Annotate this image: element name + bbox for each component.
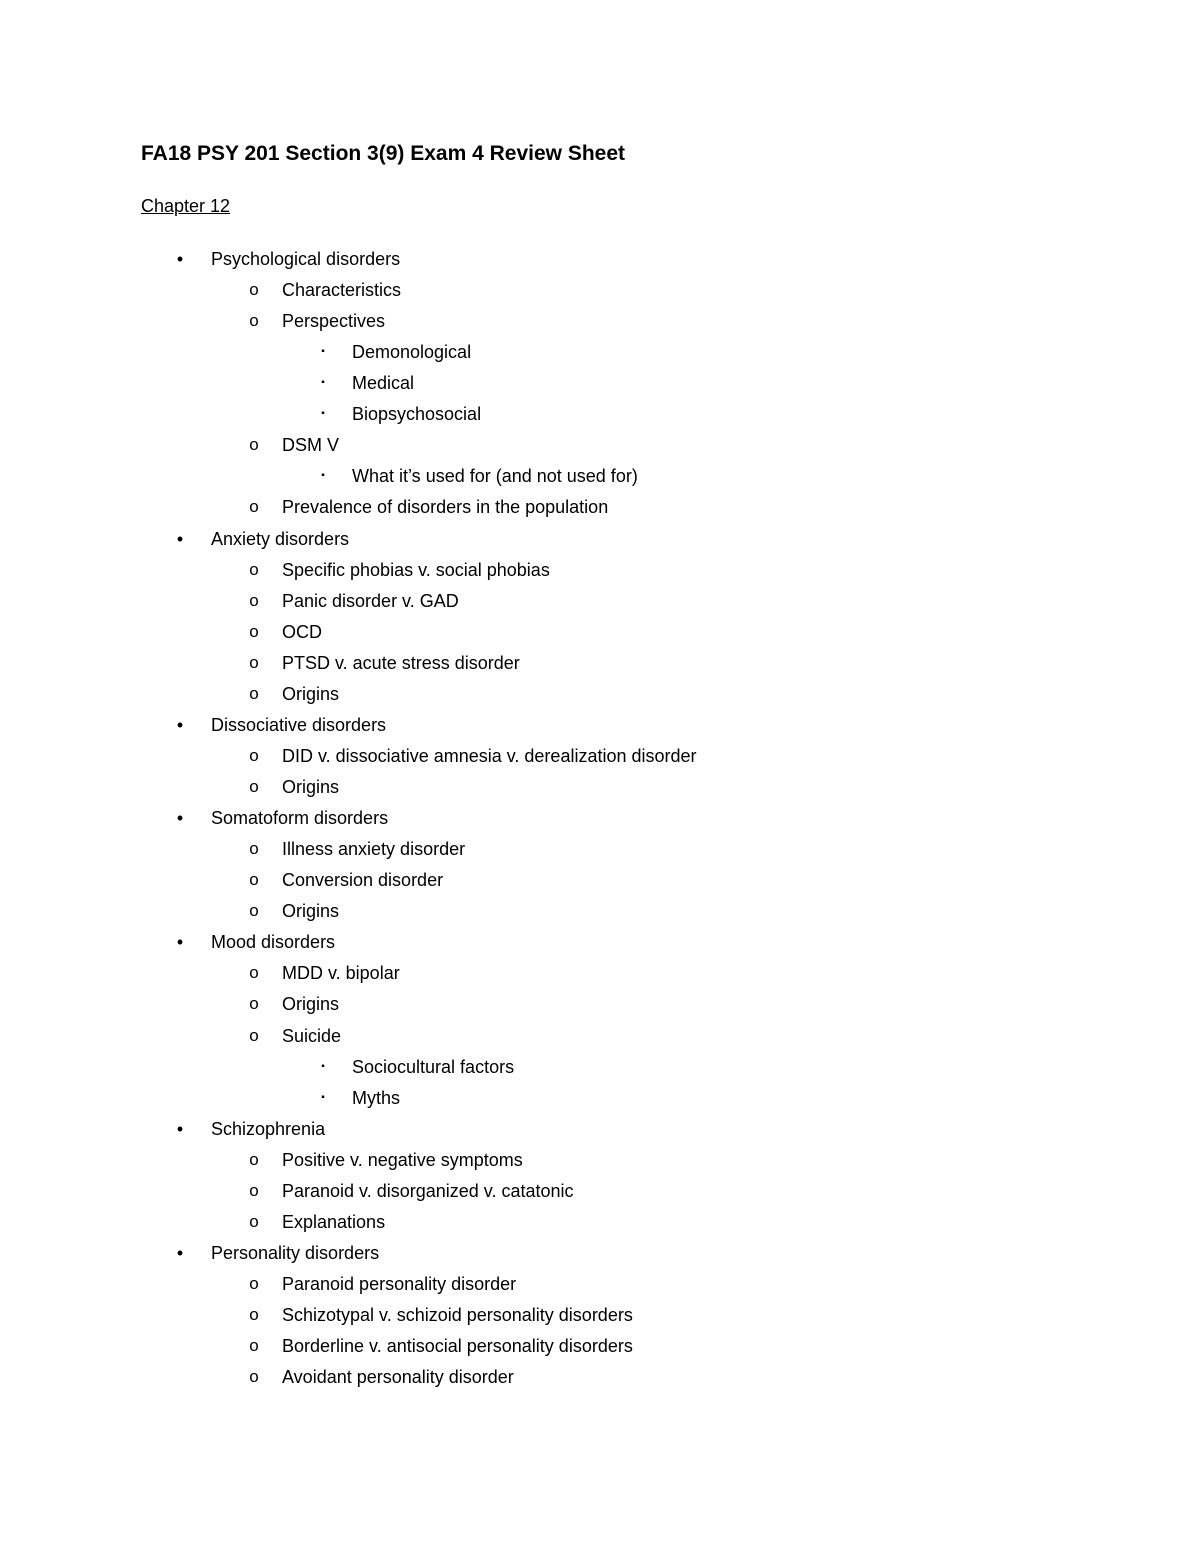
bullet-marker: ▪ bbox=[321, 1061, 325, 1072]
bullet-marker: o bbox=[249, 1367, 259, 1386]
outline-item-text: Medical bbox=[352, 373, 415, 393]
outline-item-text: Personality disorders bbox=[211, 1243, 380, 1263]
outline-item-text: Paranoid personality disorder bbox=[282, 1274, 517, 1294]
outline-item-text: Positive v. negative symptoms bbox=[282, 1150, 523, 1170]
outline-item-text: Suicide bbox=[282, 1026, 342, 1046]
outline-item-text: Origins bbox=[282, 777, 340, 797]
bullet-marker: • bbox=[176, 249, 184, 269]
outline-item-text: Explanations bbox=[282, 1212, 386, 1232]
outline-item-text: What it’s used for (and not used for) bbox=[352, 466, 638, 486]
outline-item-text: Borderline v. antisocial personality disorders bbox=[282, 1336, 633, 1356]
outline-item-text: Sociocultural factors bbox=[352, 1057, 515, 1077]
outline-item-text: Paranoid v. disorganized v. catatonic bbox=[282, 1181, 574, 1201]
bullet-marker: ▪ bbox=[321, 346, 325, 357]
bullet-marker: o bbox=[249, 839, 259, 858]
bullet-marker: o bbox=[249, 901, 259, 920]
outline-item-text: Demonological bbox=[352, 342, 472, 362]
outline-item-text: DID v. dissociative amnesia v. derealization disorder bbox=[282, 746, 697, 766]
bullet-marker: o bbox=[249, 311, 259, 330]
chapter-heading: Chapter 12 bbox=[141, 196, 231, 216]
outline-item-text: Specific phobias v. social phobias bbox=[282, 560, 550, 580]
outline-item-text: Perspectives bbox=[282, 311, 386, 331]
bullet-marker: o bbox=[249, 1150, 259, 1169]
bullet-marker: o bbox=[249, 1336, 259, 1355]
bullet-marker: • bbox=[176, 932, 184, 952]
bullet-marker: o bbox=[249, 280, 259, 299]
outline-item-text: OCD bbox=[282, 622, 322, 642]
bullet-marker: o bbox=[249, 1274, 259, 1293]
outline-item-text: Panic disorder v. GAD bbox=[282, 591, 459, 611]
bullet-marker: o bbox=[249, 591, 259, 610]
outline-item-text: Dissociative disorders bbox=[211, 715, 387, 735]
outline-item-text: Conversion disorder bbox=[282, 870, 444, 890]
bullet-marker: ▪ bbox=[321, 470, 325, 481]
bullet-marker: o bbox=[249, 746, 259, 765]
bullet-marker: o bbox=[249, 653, 259, 672]
bullet-marker: o bbox=[249, 1305, 259, 1324]
document-title: FA18 PSY 201 Section 3(9) Exam 4 Review Sheet bbox=[141, 142, 626, 165]
outline-item-text: Psychological disorders bbox=[211, 249, 401, 269]
outline-item-text: Schizotypal v. schizoid personality disorders bbox=[282, 1305, 633, 1325]
outline-item-text: Anxiety disorders bbox=[211, 529, 350, 549]
outline-item-text: Schizophrenia bbox=[211, 1119, 326, 1139]
outline-item-text: Origins bbox=[282, 901, 340, 921]
bullet-marker: o bbox=[249, 1181, 259, 1200]
outline-item-text: Prevalence of disorders in the population bbox=[282, 497, 609, 517]
outline-item-text: PTSD v. acute stress disorder bbox=[282, 653, 520, 673]
bullet-marker: ▪ bbox=[321, 1092, 325, 1103]
bullet-marker: o bbox=[249, 777, 259, 796]
outline-item-text: Myths bbox=[352, 1088, 401, 1108]
bullet-marker: o bbox=[249, 684, 259, 703]
bullet-marker: • bbox=[176, 1119, 184, 1139]
outline-item-text: Avoidant personality disorder bbox=[282, 1367, 514, 1387]
bullet-marker: o bbox=[249, 994, 259, 1013]
outline-item-text: Origins bbox=[282, 994, 340, 1014]
bullet-marker: • bbox=[176, 529, 184, 549]
bullet-marker: • bbox=[176, 715, 184, 735]
bullet-marker: ▪ bbox=[321, 408, 325, 419]
outline-item-text: DSM V bbox=[282, 435, 340, 455]
bullet-marker: o bbox=[249, 1026, 259, 1045]
outline-item-text: Characteristics bbox=[282, 280, 402, 300]
outline-item-text: Biopsychosocial bbox=[352, 404, 482, 424]
outline-item-text: Illness anxiety disorder bbox=[282, 839, 466, 859]
bullet-marker: o bbox=[249, 560, 259, 579]
bullet-marker: o bbox=[249, 435, 259, 454]
bullet-marker: o bbox=[249, 622, 259, 641]
outline-item-text: Origins bbox=[282, 684, 340, 704]
bullet-marker: o bbox=[249, 497, 259, 516]
outline-item-text: MDD v. bipolar bbox=[282, 963, 400, 983]
bullet-marker: • bbox=[176, 1243, 184, 1263]
bullet-marker: o bbox=[249, 963, 259, 982]
outline-item-text: Mood disorders bbox=[211, 932, 336, 952]
bullet-marker: o bbox=[249, 1212, 259, 1231]
outline-item-text: Somatoform disorders bbox=[211, 808, 389, 828]
bullet-marker: o bbox=[249, 870, 259, 889]
bullet-marker: ▪ bbox=[321, 377, 325, 388]
bullet-marker: • bbox=[176, 808, 184, 828]
